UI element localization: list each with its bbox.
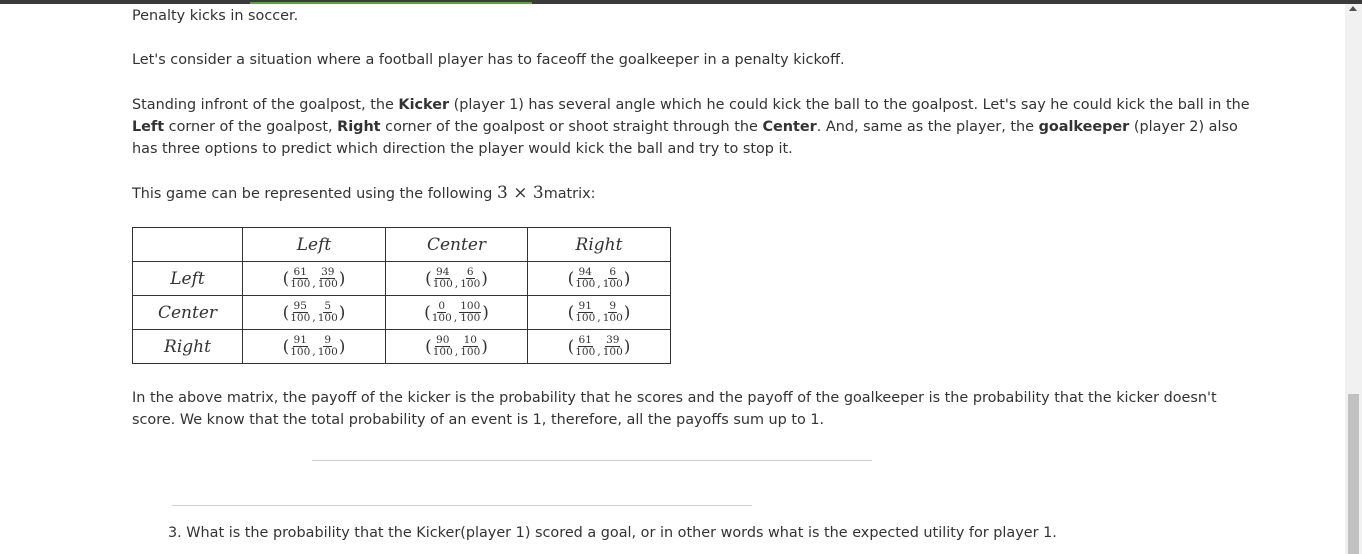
intro-paragraph: Let's consider a situation where a football player has to faceoff the goalkeeper in a penalty kickoff. xyxy=(132,52,845,68)
payoff-cell: ( $\frac{91}{100}$ , $\frac{9}{100}$ ) xyxy=(528,296,671,330)
payoff-cell: ( $\frac{94}{100}$ , $\frac{6}{100}$ ) xyxy=(386,262,528,296)
top-bar-accent xyxy=(250,2,532,4)
question-item: 3. What is the probability that the Kicker(player 1) scored a goal, or in other words what is the expected utility for player 1. xyxy=(168,525,1057,541)
payoff-cell: ( $\frac{0}{100}$ , $\frac{100}{100}$ ) xyxy=(386,296,528,330)
payoff-cell: ( $\frac{90}{100}$ , $\frac{10}{100}$ ) xyxy=(386,330,528,364)
column-header-left: Left xyxy=(243,228,386,262)
matrix-row-center xyxy=(133,296,671,330)
matrix-row-right xyxy=(133,330,671,364)
payoff-matrix xyxy=(132,227,671,364)
cropped-text-remnant xyxy=(312,460,872,461)
description-line-1: Standing infront of the goalpost, the Kicker (player 1) has several angle which he could kick the ball to the goalpost. Let's say he could kick the ball in the xyxy=(132,97,1250,113)
kicker-term: Kicker xyxy=(398,97,450,113)
right-term: Right xyxy=(337,119,381,135)
description-line-3: has three options to predict which direction the player would kick the ball and try to stop it. xyxy=(132,141,793,157)
column-header-right: Right xyxy=(528,228,671,262)
matrix-corner-cell xyxy=(133,228,243,262)
top-bar xyxy=(0,0,1362,4)
explanation-line-1: In the above matrix, the payoff of the kicker is the probability that he scores and the payoff of the goalkeeper is the probability that the kicker doesn't xyxy=(132,390,1217,406)
payoff-cell: ( $\frac{61}{100}$ , $\frac{39}{100}$ ) xyxy=(528,330,671,364)
scroll-up-arrow-icon[interactable] xyxy=(1349,6,1357,11)
payoff-cell: ( $\frac{95}{100}$ , $\frac{5}{100}$ ) xyxy=(243,296,386,330)
payoff-cell: ( $\frac{94}{100}$ , $\frac{6}{100}$ ) xyxy=(528,262,671,296)
matrix-size: 3 × 3 xyxy=(497,183,544,203)
explanation-line-2: score. We know that the total probability of an event is 1, therefore, all the payoffs sum up to 1. xyxy=(132,412,825,428)
left-term: Left xyxy=(132,119,165,135)
column-header-center: Center xyxy=(386,228,528,262)
row-header-center: Center xyxy=(133,296,243,330)
row-header-right: Right xyxy=(133,330,243,364)
cropped-text-remnant xyxy=(172,505,752,506)
matrix-row-left xyxy=(133,262,671,296)
matrix-intro: This game can be represented using the following 3 × 3matrix: xyxy=(132,183,596,203)
center-term: Center xyxy=(762,119,817,135)
matrix-header-row xyxy=(133,228,671,262)
intro-heading: Penalty kicks in soccer. xyxy=(132,8,299,24)
scrollbar-thumb[interactable] xyxy=(1348,394,1359,554)
description-line-2: Left corner of the goalpost, Right corner of the goalpost or shoot straight through the Center. And, same as the player, the goalkeeper (player 2) also xyxy=(132,119,1238,135)
vertical-scrollbar[interactable] xyxy=(1345,4,1362,554)
row-header-left: Left xyxy=(133,262,243,296)
payoff-cell: ( $\frac{61}{100}$ , $\frac{39}{100}$ ) xyxy=(243,262,386,296)
goalkeeper-term: goalkeeper xyxy=(1038,119,1130,135)
payoff-cell: ( $\frac{91}{100}$ , $\frac{9}{100}$ ) xyxy=(243,330,386,364)
